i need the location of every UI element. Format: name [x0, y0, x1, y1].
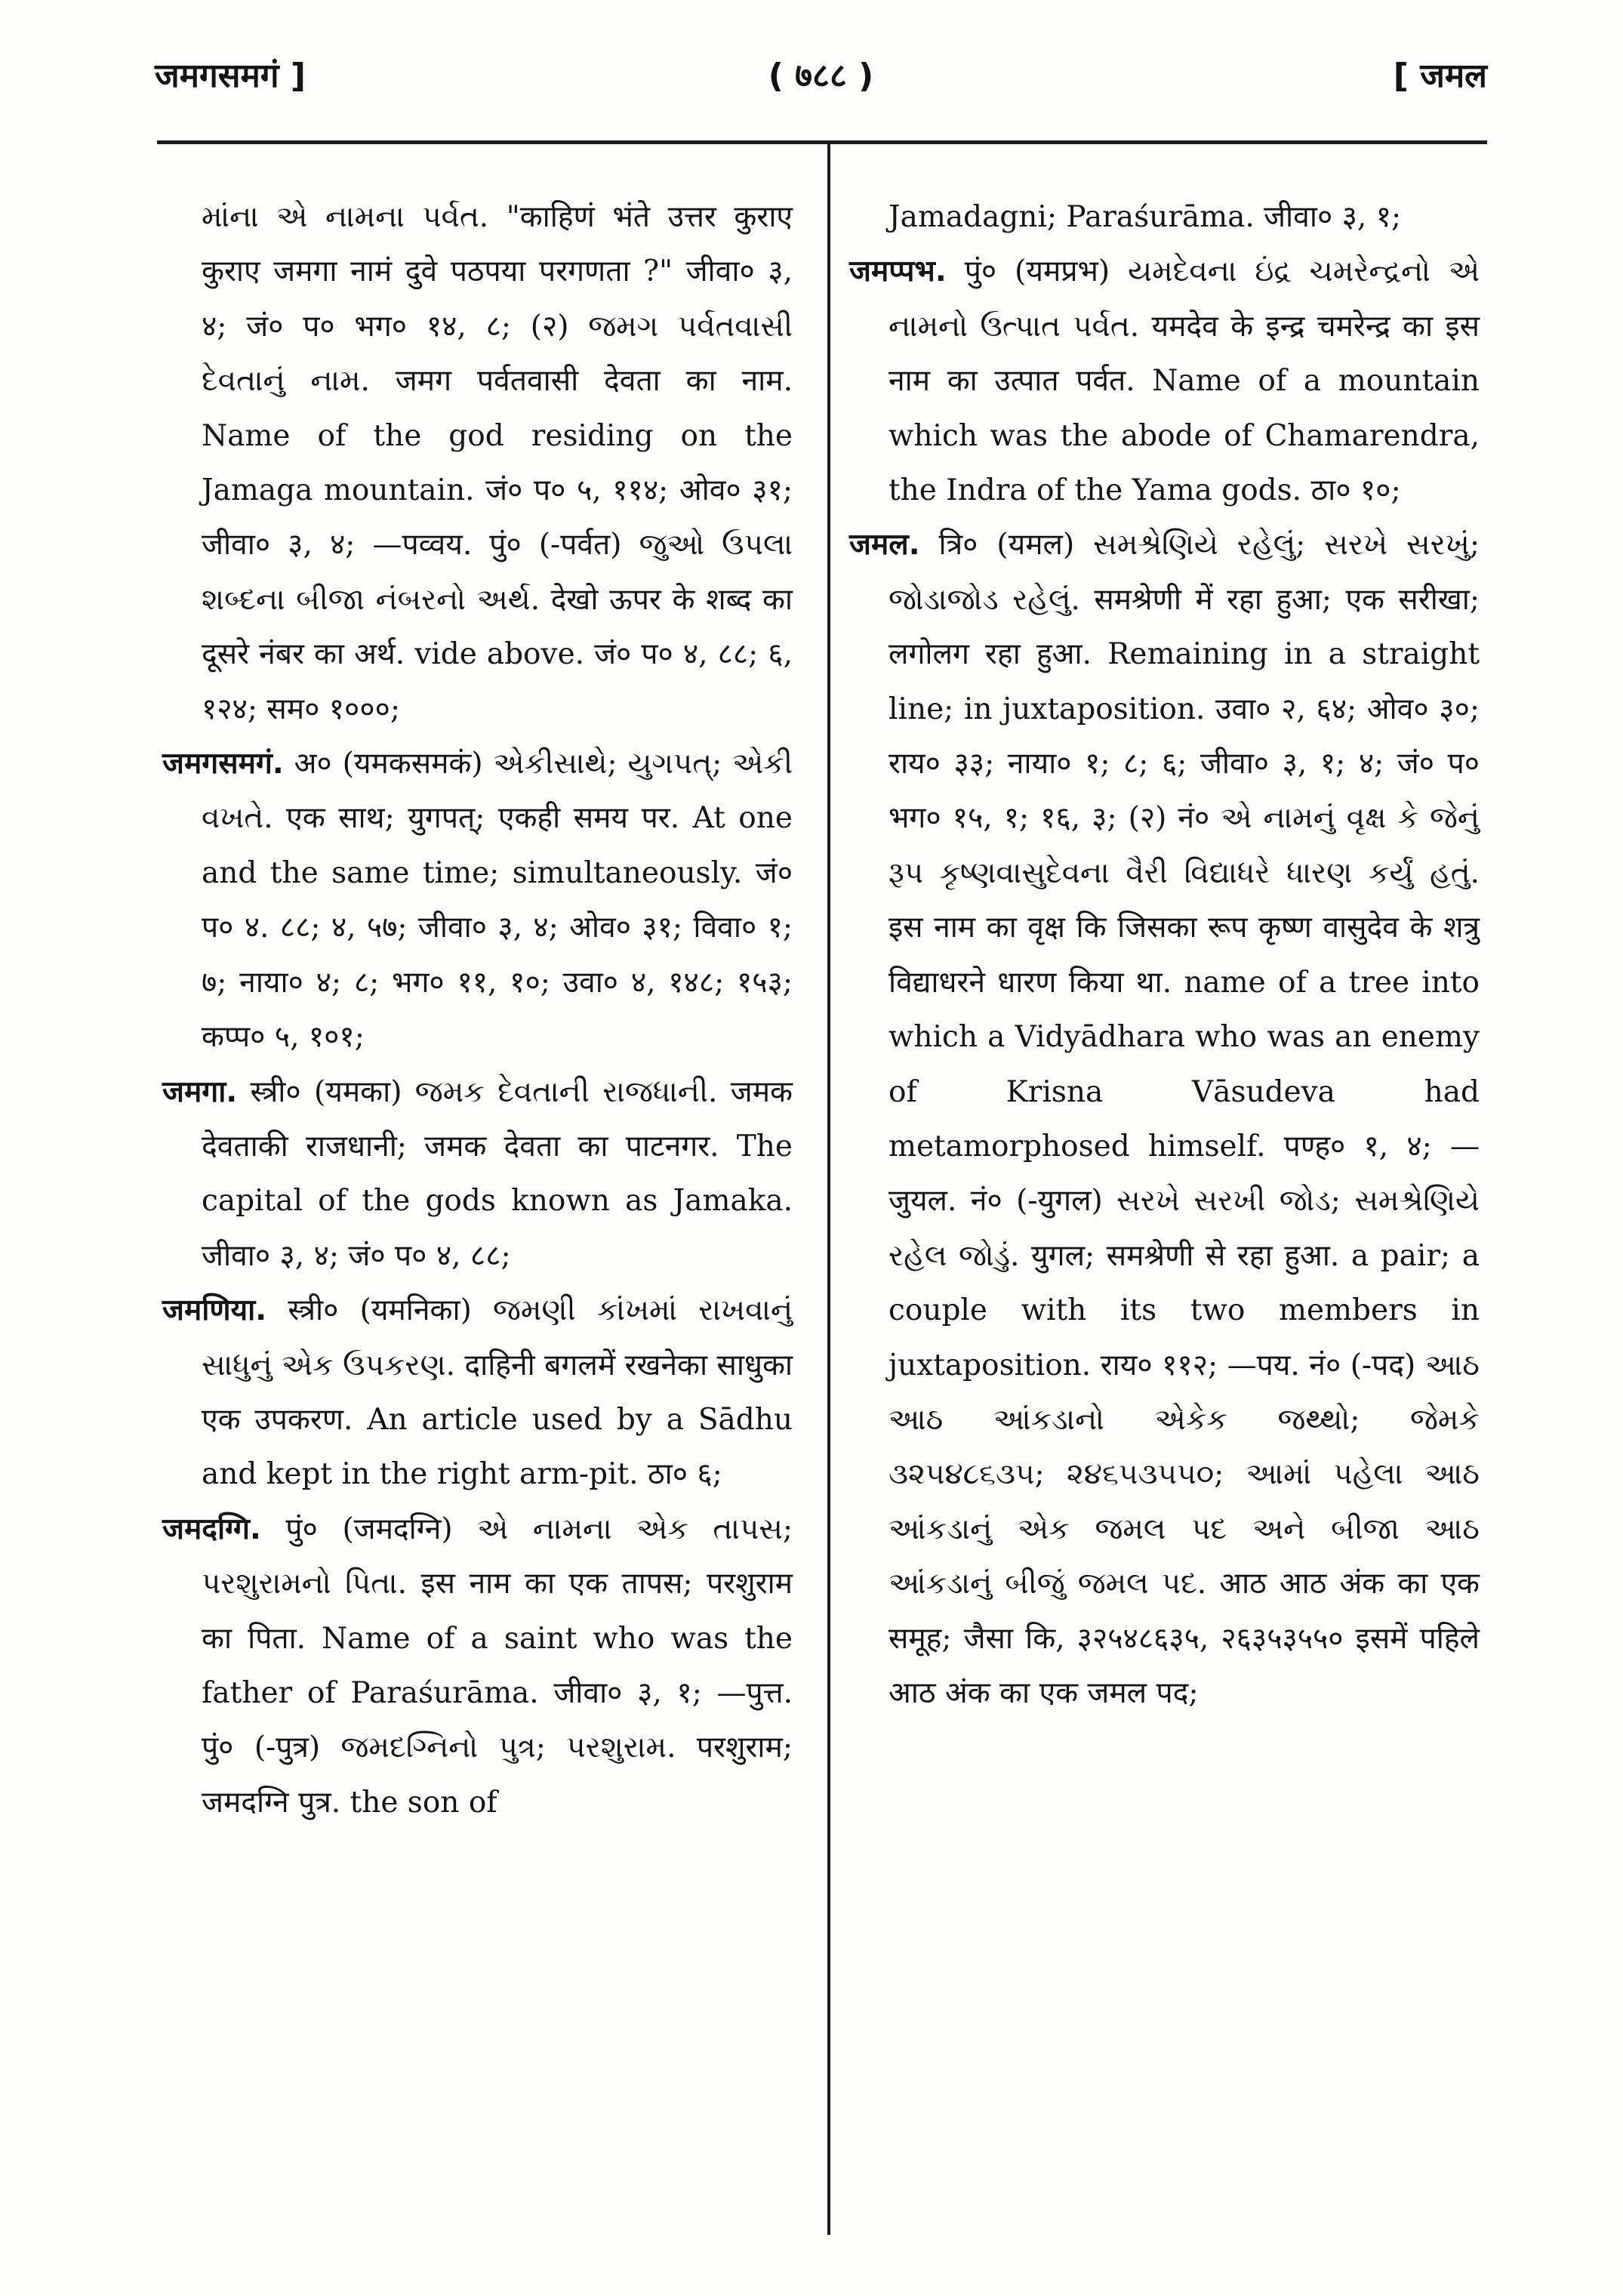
dictionary-entry	[162, 1502, 793, 1830]
entry-headword: जमदग्गि.	[162, 1512, 261, 1546]
entry-text: अ० (यमकसमकं) એકીસાથે; યુગપત્; એકી વખતે. एक साथ; युगपत्; एकही समय पर. At one and the same time; simultaneously. जं० प० ४. ८८; ४, ५७; जीवा० ३, ४; ओव० ३१; विवा० १; ७; नाया० ४; ८; भग० ११, १०; उवा० ४, १४८; १५३; कप्प० ५, १०१;	[202, 747, 793, 1055]
entry-text: स्त्री० (यमका) જમક દેવતાની રાજધાની. जमक देवताकी राजधानी; जमक देवता का पाटनगर. The capital of the gods known as Jamaka. जीवा० ३, ४; जं० प० ४, ८८;	[202, 1074, 793, 1273]
entry-text: માંના એ નામના પર્વત. "काहिणं भंते उत्तर कुराए कुराए जमगा नामं दुवे पठपया परगणता ?" जीवा० ३, ४; जं० प० भग० १४, ८; (२) જમગ પર્વતવાસી દેવતાનું નામ. जमग पर्वतवासी देवता का नाम. Name of the god residing on the Jamaga mountain. जं० प० ५, ११४; ओव० ३१; जीवा० ३, ४; —पव्वय. पुं० (-पर्वत) જુઓ ઉપલા શબ્દના બીજા નંબરનો અર્થ. देखो ऊपर के शब्द का दूसरे नंबर का अर्थ. vide above. जं० प० ४, ८८; ६, १२४; सम० १०००;	[202, 200, 793, 726]
left-column	[162, 190, 793, 1830]
page-number: ( ७८८ )	[768, 57, 874, 95]
entry-text: पुं० (यमप्रभ) યમદેવના ઇંદ્ર ચમરેન્દ્રનો એ નામનો ઉત્પાત પર્વત. यमदेव के इन्द्र चमरेन्द्र का इस नाम का उत्पात पर्वत. Name of a mountain which was the abode of Chamarendra, the Indra of the Yama gods. ठा० १०;	[888, 254, 1480, 508]
dictionary-entry	[849, 518, 1480, 1721]
page-header	[155, 51, 1487, 119]
entry-text: पुं० (जमदग्नि) એ નામના એક તાપસ; પરશુરામનો પિતા. इस नाम का एक तापस; परशुराम का पिता. Name of a saint who was the father of Paraśurāma. जीवा० ३, १; —पुत्त. पुं० (-पुत्र) જમદગ્નિનો પુત્ર; પરશુરામ. परशुराम; जमदग्नि पुत्र. the son of	[202, 1512, 793, 1820]
entry-headword: जमल.	[849, 528, 920, 562]
header-right-guideword: [ जमल	[1393, 57, 1487, 95]
header-left-guideword: जमगसमगं ]	[155, 57, 306, 95]
dictionary-entry	[162, 1284, 793, 1502]
right-column	[849, 190, 1480, 1721]
entry-headword: जमगा.	[162, 1074, 238, 1109]
column-divider	[827, 143, 830, 2235]
entry-headword: जमगसमगं.	[162, 747, 284, 781]
entry-continuation	[162, 190, 793, 737]
entry-headword: जमणिया.	[162, 1293, 267, 1328]
entry-text: स्त्री० (यमनिका) જમણી કાંખમાં રાખવાનું સાધુનું એક ઉપકરણ. दाहिनी बगलमें रखनेका साधुका एक उपकरण. An article used by a Sādhu and kept in the right arm-pit. ठा० ६;	[202, 1293, 793, 1492]
entry-text: त्रि० (यमल) સમશ્રેણિયે રહેલું; સરખે સરખું; જોડાજોડ રહેલું. समश्रेणी में रहा हुआ; एक सरीखा; लगोलग रहा हुआ. Remaining in a straight line; in juxtaposition. उवा० २, ६४; ओव० ३०; राय० ३३; नाया० १; ८; ६; जीवा० ३, १; ४; जं० प० भग० १५, १; १६, ३; (२) नं० એ નામનું વૃક્ષ કે જેનું રૂપ કૃષ્ણવાસુદેવના વૈરી વિદ્યાધરે ધારણ કર્યું હતું. इस नाम का वृक्ष कि जिसका रूप कृष्ण वासुदेव के शत्रु विद्याधरने धारण किया था. name of a tree into which a Vidyādhara who was an enemy of Krisna Vāsudeva had metamorphosed himself. पण्ह० १, ४; —जुयल. नं० (-युगल) સરખે સરખી જોડ; સમશ્રેણિયે રહેલ જોડું. युगल; समश्रेणी से रहा हुआ. a pair; a couple with its two members in juxtaposition. राय० ११२; —पय. नं० (-पद) આઠ આઠ આંકડાનો એકેક જથ્થો; જેમકે ૩૨૫૪૮૬૩૫; ૨૪૬૫૩૫૫૦; આમાં પહેલા આઠ આંકડાનું એક જમલ પદ અને બીજા આઠ આંકડાનું બીજું જમલ પદ. आठ आठ अंक का एक समूह; जैसा कि, ३२५४८६३५, २६३५३५५० इसमें पहिले आठ अंक का एक जमल पद;	[888, 528, 1480, 1710]
dictionary-entry	[162, 1065, 793, 1284]
dictionary-entry	[162, 737, 793, 1065]
dictionary-entry	[849, 245, 1480, 518]
entry-continuation	[849, 190, 1480, 245]
header-rule	[157, 140, 1487, 144]
entry-text: Jamadagni; Paraśurāma. जीवा० ३, १;	[888, 200, 1402, 234]
entry-headword: जमप्पभ.	[849, 254, 947, 289]
